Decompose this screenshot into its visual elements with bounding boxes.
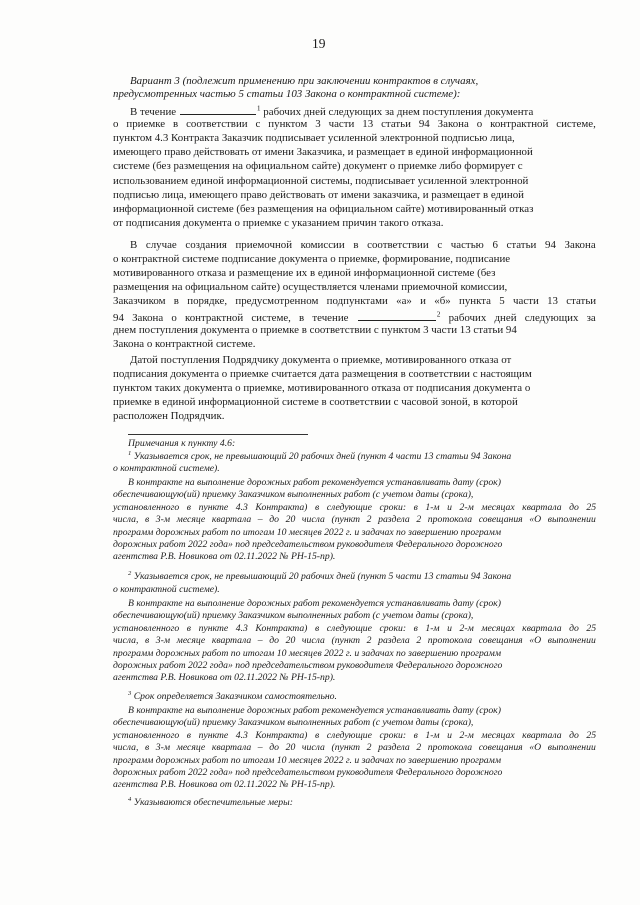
paragraph-line-text: размещения на официальном сайте) осуществляется членами приемочной комиссии,: [113, 281, 508, 294]
paragraph-line-text: о приемке в соответствии с пунктом 3 части 13 статьи 94 Закона о контрактной системе,: [113, 118, 596, 131]
variant-heading-line-text: предусмотренных частью 5 статьи 103 Закона о контрактной системе):: [113, 88, 461, 100]
paragraph-line: [113, 410, 224, 423]
footnote-line-text: Срок определяется Заказчиком самостоятельно.: [133, 691, 337, 702]
footnote-line: [113, 648, 501, 660]
paragraph-line: [113, 324, 517, 337]
footnote-line-text: о контрактной системе).: [113, 584, 220, 595]
paragraph-line: [113, 295, 596, 308]
footnote-line: [113, 660, 502, 672]
paragraph-line-text: рабочих дней следующих за: [448, 311, 596, 324]
footnote-marker: 1: [256, 103, 261, 113]
paragraph-line-text: В течение: [130, 106, 177, 118]
paragraph-line-text: пунктом таких документа о приемке, мотивированного отказа от подписания документа о: [113, 382, 531, 395]
paragraph-line-text: использованием единой информационной системы, подписывает усиленной электронной: [113, 174, 529, 187]
footnote-marker: 3: [128, 689, 132, 697]
footnote-line: [113, 502, 596, 514]
footnote-line: [128, 477, 501, 489]
variant-heading-line: [113, 88, 460, 101]
fill-in-blank: [180, 104, 256, 115]
paragraph-line-text: имеющего право действовать от имени Заказчика, и размещает в единой информационной: [113, 146, 533, 159]
footnote-line: [113, 742, 596, 754]
footnote-line: [113, 610, 473, 622]
notes-heading: [128, 438, 235, 450]
footnote-marker: 1: [128, 449, 132, 457]
footnote-line: [113, 539, 502, 551]
paragraph-line: [113, 253, 510, 266]
footnote-line: [113, 463, 220, 475]
paragraph-line-text: Закона о контрактной системе.: [113, 337, 256, 350]
variant-heading-line: [130, 75, 478, 88]
footnote-line: [113, 489, 473, 501]
paragraph-line-text: Датой поступления Подрядчику документа о приемке, мотивированного отказа от: [130, 354, 512, 366]
paragraph-line: [113, 146, 533, 159]
footnote-line-text: В контракте на выполнение дорожных работ рекомендуется устанавливать дату (срок): [128, 477, 501, 488]
footnote-marker: 2: [436, 308, 441, 318]
paragraph-line-text: 94 Закона о контрактной системе, в течение: [113, 311, 349, 324]
paragraph-line: [130, 354, 511, 367]
footnote-line-text: обеспечивающую(ий) приемку Заказчиком выполненных работ (с учетом даты (срока),: [113, 610, 474, 622]
paragraph-line-text: рабочих дней следующих за днем поступления документа: [263, 106, 534, 118]
paragraph-line-text: приемке в единой информационной системе в соответствии с часовой зоной, в которой: [113, 396, 518, 409]
footnote-line-text: Указывается срок, не превышающий 20 рабочих дней (пункт 4 части 13 статьи 94 Закона: [133, 451, 512, 462]
footnote-line: [128, 797, 293, 809]
paragraph-line-text: В случае создания приемочной комиссии в соответствии с частью 6 статьи 94 Закона: [130, 239, 596, 251]
footnote-line: [113, 755, 501, 767]
footnote-line-text: В контракте на выполнение дорожных работ рекомендуется устанавливать дату (срок): [128, 705, 501, 716]
paragraph-line-text: мотивированного отказа и размещение их в единой информационной системе (без: [113, 267, 496, 280]
paragraph-line: [113, 396, 518, 409]
footnote-line-text: Указываются обеспечительные меры:: [133, 797, 293, 808]
footnote-separator: [128, 434, 308, 435]
paragraph-line: [113, 382, 530, 395]
footnote-line: [128, 598, 501, 610]
paragraph-line: [113, 189, 524, 202]
paragraph-line: [113, 175, 528, 188]
footnote-line: [113, 779, 335, 791]
paragraph-line-text: днем поступления документа о приемке в соответствии с пунктом 3 части 13 статьи 94: [113, 323, 517, 336]
footnote-line: [113, 717, 473, 729]
footnote-line-text: обеспечивающую(ий) приемку Заказчиком выполненных работ (с учетом даты (срока),: [113, 489, 474, 501]
footnote-line-text: дорожных работ 2022 года» под председательством руководителя Федерального дорожного: [113, 539, 503, 550]
footnote-line-text: агентства Р.В. Новикова от 02.11.2022 № РН-15-пр).: [113, 551, 336, 563]
footnote-line-text: числа, в 3-м месяце квартала – до 20 числа (пункт 2 раздела 2 протокола совещания «О выполнении: [113, 742, 596, 754]
paragraph-line: [113, 281, 507, 294]
footnote-line: [113, 672, 335, 684]
variant-heading-line-text: Вариант 3 (подлежит применению при заключении контрактов в случаях,: [130, 75, 479, 87]
footnote-line-text: программ дорожных работ по итогам 10 месяцев 2022 г. и задачах по завершению программ: [113, 647, 502, 659]
footnote-line-text: дорожных работ 2022 года» под председательством руководителя Федерального дорожного: [113, 660, 503, 671]
paragraph-line-text: информационной системе (без размещения на официальном сайте) мотивированный отказ: [113, 202, 534, 215]
footnote-line-text: о контрактной системе).: [113, 463, 220, 474]
footnote-line: [113, 767, 502, 779]
footnote-line-text: программ дорожных работ по итогам 10 месяцев 2022 г. и задачах по завершению программ: [113, 754, 502, 766]
footnote-line-text: агентства Р.В. Новикова от 02.11.2022 № РН-15-пр).: [113, 779, 336, 791]
footnote-line-text: установленного в пункте 4.3 Контракта) в следующие сроки: в 1-м и 2-м месяцах квартала до 25: [113, 501, 597, 513]
paragraph-line-text: Заказчиком в порядке, предусмотренном подпунктами «а» и «б» пункта 5 части 13 статьи: [113, 295, 597, 308]
footnote-line: [128, 451, 511, 463]
footnote-line: [113, 551, 335, 563]
fill-in-blank: [358, 310, 436, 321]
footnote-line-text: В контракте на выполнение дорожных работ рекомендуется устанавливать дату (срок): [128, 598, 501, 609]
page-number: 19: [312, 36, 326, 51]
footnote-line-text: Указывается срок, не превышающий 20 рабочих дней (пункт 5 части 13 статьи 94 Закона: [133, 571, 512, 582]
paragraph-line-text: от подписания документа о приемке с указанием причин такого отказа.: [113, 216, 444, 229]
paragraph-line: [113, 132, 515, 145]
paragraph-line: [130, 239, 596, 252]
footnote-marker: 2: [128, 569, 132, 577]
footnote-line: [128, 705, 501, 717]
paragraph-line: [113, 203, 533, 216]
footnote-line: [113, 584, 220, 596]
footnote-line-text: установленного в пункте 4.3 Контракта) в следующие сроки: в 1-м и 2-м месяцах квартала до 25: [113, 622, 597, 634]
footnote-line: [128, 691, 337, 703]
footnote-line-text: обеспечивающую(ий) приемку Заказчиком выполненных работ (с учетом даты (срока),: [113, 717, 474, 729]
notes-heading-text: Примечания к пункту 4.6:: [128, 438, 236, 449]
paragraph-line: [113, 217, 443, 230]
paragraph-line: [113, 267, 495, 280]
paragraph-line-text: о контрактной системе подписание документа о приемке, формирование, подписание: [113, 253, 511, 266]
footnote-line: [113, 514, 596, 526]
footnote-marker: 4: [128, 795, 132, 803]
paragraph-line-text: подписания документа о приемке считается дата размещения в соответствии с настоящим: [113, 368, 532, 381]
paragraph-line-text: расположен Подрядчик.: [113, 410, 225, 423]
paragraph-line-text: пунктом 4.3 Контракта Заказчик подписывает усиленной электронной подписью лица,: [113, 132, 515, 145]
footnote-line-text: числа, в 3-м месяце квартала – до 20 числа (пункт 2 раздела 2 протокола совещания «О выполнении: [113, 514, 596, 526]
footnote-line-text: числа, в 3-м месяце квартала – до 20 числа (пункт 2 раздела 2 протокола совещания «О выполнении: [113, 635, 596, 647]
footnote-line: [113, 527, 501, 539]
footnote-line: [113, 635, 596, 647]
paragraph-line: [113, 160, 523, 173]
paragraph-line: [113, 338, 255, 351]
footnote-line-text: программ дорожных работ по итогам 10 месяцев 2022 г. и задачах по завершению программ: [113, 526, 502, 538]
footnote-line-text: дорожных работ 2022 года» под председательством руководителя Федерального дорожного: [113, 767, 503, 778]
footnote-line: [113, 730, 596, 742]
paragraph-line-text: подписью лица, имеющего право действовать от имени заказчика, и размещает в единой: [113, 188, 524, 201]
footnote-line: [113, 623, 596, 635]
paragraph-line: [113, 310, 596, 323]
paragraph-line: [113, 368, 532, 381]
footnote-line-text: установленного в пункте 4.3 Контракта) в следующие сроки: в 1-м и 2-м месяцах квартала до 25: [113, 729, 597, 741]
paragraph-line-text: системе (без размещения на официальном сайте) документ о приемке либо формирует с: [113, 160, 523, 173]
footnote-line: [128, 571, 511, 583]
footnote-line-text: агентства Р.В. Новикова от 02.11.2022 № РН-15-пр).: [113, 672, 336, 684]
paragraph-line: [130, 104, 533, 117]
paragraph-line: [113, 118, 596, 131]
